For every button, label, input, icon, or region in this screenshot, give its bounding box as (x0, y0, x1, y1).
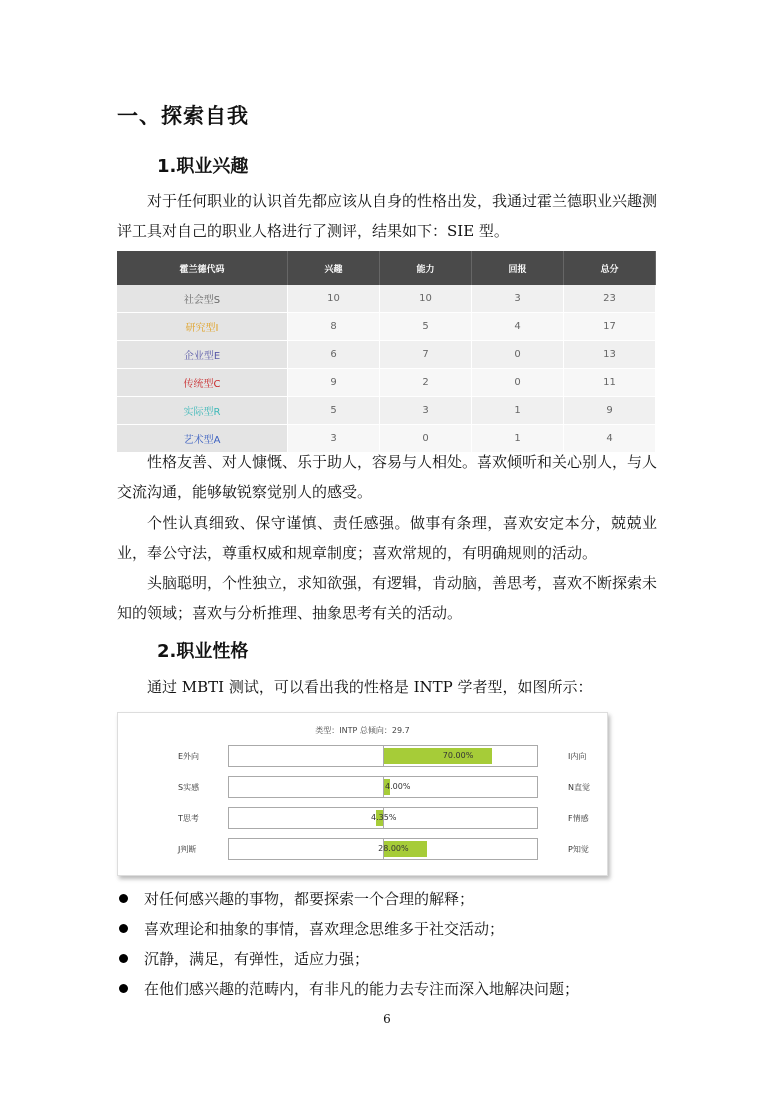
row-ability: 10 (380, 285, 472, 313)
mbti-left-label: J判断 (178, 845, 197, 854)
row-reward: 3 (472, 285, 564, 313)
row-ability: 2 (380, 369, 472, 397)
row-code: 艺术型A (117, 425, 288, 453)
trait-paragraph-2: 个性认真细致、保守谨慎、责任感强。做事有条理，喜欢安定本分，兢兢业业，奉公守法，尊重权威和规章制度；喜欢常规的，有明确规则的活动。 (117, 514, 657, 562)
mbti-chart-title: 类型：INTP 总倾向：29.7 (315, 726, 410, 735)
row-reward: 4 (472, 313, 564, 341)
mbti-row (118, 745, 607, 767)
row-reward: 0 (472, 369, 564, 397)
table-row (117, 313, 656, 341)
list-item (117, 884, 677, 914)
mbti-row (118, 807, 607, 829)
row-reward: 0 (472, 341, 564, 369)
bullet-dot-icon (119, 894, 128, 903)
mbti-bar-track (228, 776, 538, 798)
bullet-dot-icon (119, 984, 128, 993)
bullet-dot-icon (119, 954, 128, 963)
header-ability: 能力 (380, 251, 472, 285)
row-interest: 9 (288, 369, 380, 397)
holland-table-header (117, 251, 656, 285)
row-code: 实际型R (117, 397, 288, 425)
mbti-bar-track (228, 807, 538, 829)
row-code: 社会型S (117, 285, 288, 313)
mbti-right-label: N直觉 (568, 783, 590, 792)
row-ability: 7 (380, 341, 472, 369)
row-code: 研究型I (117, 313, 288, 341)
mbti-right-label: F情感 (568, 814, 589, 823)
row-total: 23 (564, 285, 656, 313)
row-total: 9 (564, 397, 656, 425)
trait-paragraph-1: 性格友善、对人慷慨、乐于助人，容易与人相处。喜欢倾听和关心别人，与人交流沟通，能够敏锐察觉别人的感受。 (117, 453, 658, 501)
bullet-text: 喜欢理论和抽象的事情，喜欢理念思维多于社交活动； (144, 920, 505, 938)
header-total: 总分 (564, 251, 656, 285)
list-item (117, 944, 677, 974)
row-total: 17 (564, 313, 656, 341)
row-total: 4 (564, 425, 656, 453)
row-ability: 0 (380, 425, 472, 453)
bullet-dot-icon (119, 924, 128, 933)
holland-table (117, 251, 656, 453)
bullet-text: 对任何感兴趣的事物，都要探索一个合理的解释； (144, 890, 475, 908)
mbti-bar-track (228, 838, 538, 860)
trait-paragraph-3: 头脑聪明，个性独立，求知欲强，有逻辑，肯动脑，善思考，喜欢不断探索未知的领域；喜欢与分析推理、抽象思考有关的活动。 (117, 574, 658, 622)
table-row (117, 397, 656, 425)
section-title-personality: 2.职业性格 (157, 641, 249, 662)
mbti-left-label: E外向 (178, 752, 200, 761)
row-reward: 1 (472, 425, 564, 453)
list-item (117, 914, 677, 944)
row-ability: 3 (380, 397, 472, 425)
mbti-bar-fill (384, 748, 492, 764)
mbti-bar-divider (383, 746, 384, 766)
section-title-interest: 1.职业兴趣 (157, 156, 249, 177)
mbti-left-label: T思考 (178, 814, 199, 823)
row-code: 企业型E (117, 341, 288, 369)
mbti-intro-paragraph: 通过 MBTI 测试，可以看出我的性格是 INTP 学者型，如图所示： (147, 678, 593, 696)
row-interest: 5 (288, 397, 380, 425)
mbti-left-label: S实感 (178, 783, 200, 792)
mbti-row (118, 776, 607, 798)
bullet-text: 沉静，满足，有弹性，适应力强； (144, 950, 370, 968)
mbti-bar-value: 28.00% (378, 844, 409, 853)
mbti-bar-value: 4.00% (385, 782, 411, 791)
row-interest: 3 (288, 425, 380, 453)
row-interest: 8 (288, 313, 380, 341)
row-reward: 1 (472, 397, 564, 425)
row-ability: 5 (380, 313, 472, 341)
chapter-heading: 一、探索自我 (117, 104, 249, 128)
table-row (117, 341, 656, 369)
table-row (117, 285, 656, 313)
mbti-bar-divider (383, 777, 384, 797)
mbti-row (118, 838, 607, 860)
bullet-text: 在他们感兴趣的范畴内，有非凡的能力去专注而深入地解决问题； (144, 980, 580, 998)
mbti-bar-value: 70.00% (442, 751, 474, 760)
mbti-bar-value: 4.35% (371, 813, 397, 822)
row-interest: 10 (288, 285, 380, 313)
row-code: 传统型C (117, 369, 288, 397)
mbti-right-label: I内向 (568, 752, 587, 761)
row-total: 13 (564, 341, 656, 369)
row-total: 11 (564, 369, 656, 397)
page-number: 6 (383, 1012, 391, 1026)
table-row (117, 369, 656, 397)
header-interest: 兴趣 (288, 251, 380, 285)
mbti-bar-track (228, 745, 538, 767)
mbti-right-label: P知觉 (568, 845, 589, 854)
header-code: 霍兰德代码 (117, 251, 288, 285)
interest-intro-paragraph: 对于任何职业的认识首先都应该从自身的性格出发，我通过霍兰德职业兴趣测评工具对自己的职业人格进行了测评，结果如下：SIE 型。 (117, 192, 658, 240)
header-reward: 回报 (472, 251, 564, 285)
list-item (117, 974, 677, 1004)
row-interest: 6 (288, 341, 380, 369)
trait-bullet-list (117, 884, 677, 1004)
mbti-chart (117, 712, 608, 876)
